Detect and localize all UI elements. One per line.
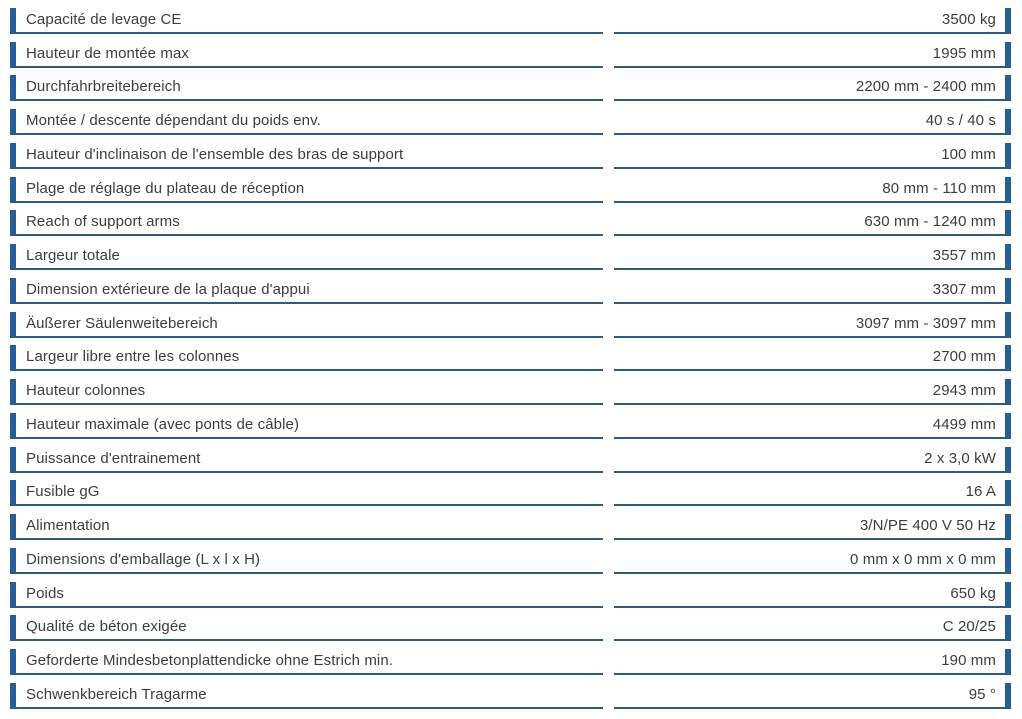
spec-value: 2 x 3,0 kW [924, 449, 996, 467]
spec-value-cell [614, 169, 1011, 203]
table-row [0, 405, 1022, 439]
spec-value: 100 mm [941, 145, 996, 163]
rule-gap [603, 203, 614, 237]
table-row [0, 169, 1022, 203]
spec-label-cell [10, 203, 603, 237]
spec-value-cell [614, 135, 1011, 169]
table-row [0, 675, 1022, 709]
spec-value: 650 kg [950, 584, 996, 602]
row-accent-bar-right [1005, 480, 1011, 504]
row-accent-bar-right [1005, 447, 1011, 471]
rule-gap [603, 675, 614, 709]
spec-value: 2943 mm [932, 382, 996, 399]
spec-label: Puissance d'entrainement [26, 449, 201, 467]
spec-label-cell [10, 338, 603, 372]
spec-label: Hauteur maximale (avec ponts de câble) [26, 415, 300, 433]
table-row [0, 439, 1022, 473]
spec-label: Äußerer Säulenweitebereich [26, 314, 218, 332]
spec-label-cell [10, 135, 603, 169]
spec-value-cell [614, 641, 1011, 675]
spec-label: Reach of support arms [26, 213, 180, 231]
spec-value: 630 mm - 1240 mm [864, 213, 996, 231]
spec-value-cell [614, 338, 1011, 372]
rule-gap [603, 506, 614, 540]
spec-value-cell [614, 405, 1011, 439]
table-row [0, 270, 1022, 304]
spec-value-cell [614, 304, 1011, 338]
row-accent-bar-right [1005, 582, 1011, 606]
rule-gap [603, 641, 614, 675]
table-row [0, 135, 1022, 169]
row-accent-bar-right [1005, 278, 1011, 302]
rule-gap [603, 371, 614, 405]
table-row [0, 338, 1022, 372]
rule-gap [603, 439, 614, 473]
rule-gap [603, 0, 614, 34]
spec-value: 3097 mm - 3097 mm [855, 314, 996, 332]
spec-label: Poids [26, 584, 65, 602]
spec-value: 95 ° [968, 685, 996, 703]
row-accent-bar-right [1005, 649, 1011, 673]
spec-value-cell [614, 0, 1011, 34]
spec-label: Montée / descente dépendant du poids env. [26, 112, 321, 129]
spec-value: 3557 mm [932, 247, 996, 264]
row-accent-bar-right [1005, 345, 1011, 369]
spec-value: 3307 mm [932, 280, 996, 298]
table-row [0, 473, 1022, 507]
row-accent-bar-right [1005, 615, 1011, 639]
rule-gap [603, 236, 614, 270]
spec-label-cell [10, 169, 603, 203]
table-row [0, 203, 1022, 237]
spec-label-cell [10, 439, 603, 473]
rule-gap [603, 608, 614, 642]
spec-value-cell [614, 540, 1011, 574]
spec-label-cell [10, 0, 603, 34]
spec-label: Largeur totale [26, 247, 120, 264]
table-row [0, 0, 1022, 34]
table-row [0, 574, 1022, 608]
rule-gap [603, 574, 614, 608]
table-row [0, 236, 1022, 270]
rule-gap [603, 405, 614, 439]
spec-label-cell [10, 405, 603, 439]
table-row [0, 540, 1022, 574]
spec-label: Fusible gG [26, 483, 100, 501]
table-row [0, 506, 1022, 540]
row-accent-bar-right [1005, 75, 1011, 99]
spec-value: 3500 kg [941, 10, 996, 28]
row-accent-bar-right [1005, 379, 1011, 403]
spec-label: Dimension extérieure de la plaque d'appui [26, 280, 310, 298]
rule-gap [603, 270, 614, 304]
rule-gap [603, 135, 614, 169]
spec-label: Hauteur colonnes [26, 382, 146, 399]
spec-value: 80 mm - 110 mm [882, 179, 996, 197]
spec-value: C 20/25 [942, 618, 996, 636]
spec-value: 40 s / 40 s [925, 112, 996, 129]
spec-label-cell [10, 574, 603, 608]
table-row [0, 68, 1022, 102]
spec-value-cell [614, 574, 1011, 608]
spec-value: 2700 mm [932, 348, 996, 366]
spec-label-cell [10, 540, 603, 574]
spec-value: 2200 mm - 2400 mm [855, 78, 996, 96]
spec-label: Durchfahrbreitebereich [26, 78, 181, 96]
rule-gap [603, 68, 614, 102]
spec-value-cell [614, 439, 1011, 473]
table-row [0, 641, 1022, 675]
spec-label-cell [10, 506, 603, 540]
rule-gap [603, 338, 614, 372]
spec-label-cell [10, 304, 603, 338]
spec-label-cell [10, 236, 603, 270]
rule-gap [603, 169, 614, 203]
row-accent-bar-right [1005, 683, 1011, 707]
spec-label: Hauteur d'inclinaison de l'ensemble des bras de support [26, 145, 404, 163]
spec-label: Largeur libre entre les colonnes [26, 348, 240, 366]
spec-label: Qualité de béton exigée [26, 618, 187, 636]
rule-gap [603, 540, 614, 574]
spec-value-cell [614, 236, 1011, 270]
spec-value: 190 mm [941, 652, 996, 669]
row-accent-bar-right [1005, 177, 1011, 201]
spec-label-cell [10, 101, 603, 135]
spec-value-cell [614, 473, 1011, 507]
spec-value-cell [614, 371, 1011, 405]
row-accent-bar-right [1005, 143, 1011, 167]
spec-label: Alimentation [26, 517, 110, 534]
spec-label: Hauteur de montée max [26, 44, 190, 62]
spec-label: Dimensions d'emballage (L x l x H) [26, 550, 261, 568]
spec-value: 1995 mm [932, 44, 996, 62]
row-accent-bar-right [1005, 312, 1011, 336]
row-accent-bar-right [1005, 8, 1011, 32]
table-row [0, 101, 1022, 135]
spec-value-cell [614, 270, 1011, 304]
spec-label: Geforderte Mindesbetonplattendicke ohne Estrich min. [26, 652, 394, 669]
spec-value-cell [614, 34, 1011, 68]
row-accent-bar-right [1005, 514, 1011, 538]
spec-value-cell [614, 675, 1011, 709]
spec-value: 3/N/PE 400 V 50 Hz [859, 517, 996, 534]
spec-label-cell [10, 68, 603, 102]
row-accent-bar-right [1005, 109, 1011, 133]
row-accent-bar-right [1005, 244, 1011, 268]
spec-label-cell [10, 270, 603, 304]
spec-value: 4499 mm [932, 415, 996, 433]
spec-label-cell [10, 608, 603, 642]
row-accent-bar-right [1005, 210, 1011, 234]
spec-value-cell [614, 68, 1011, 102]
spec-value-cell [614, 506, 1011, 540]
table-row [0, 34, 1022, 68]
spec-label-cell [10, 34, 603, 68]
row-accent-bar-right [1005, 548, 1011, 572]
rule-gap [603, 101, 614, 135]
rule-gap [603, 304, 614, 338]
spec-value: 16 A [965, 483, 996, 501]
table-row [0, 304, 1022, 338]
spec-label: Capacité de levage CE [26, 10, 182, 28]
spec-value-cell [614, 608, 1011, 642]
spec-value-cell [614, 203, 1011, 237]
rule-gap [603, 473, 614, 507]
spec-label-cell [10, 371, 603, 405]
spec-label: Plage de réglage du plateau de réception [26, 179, 305, 197]
spec-value: 0 mm x 0 mm x 0 mm [850, 550, 996, 568]
spec-label-cell [10, 473, 603, 507]
spec-label: Schwenkbereich Tragarme [26, 685, 207, 703]
row-accent-bar-right [1005, 42, 1011, 66]
spec-label-cell [10, 675, 603, 709]
row-accent-bar-right [1005, 413, 1011, 437]
spec-value-cell [614, 101, 1011, 135]
table-row [0, 371, 1022, 405]
rule-gap [603, 34, 614, 68]
table-row [0, 608, 1022, 642]
spec-label-cell [10, 641, 603, 675]
